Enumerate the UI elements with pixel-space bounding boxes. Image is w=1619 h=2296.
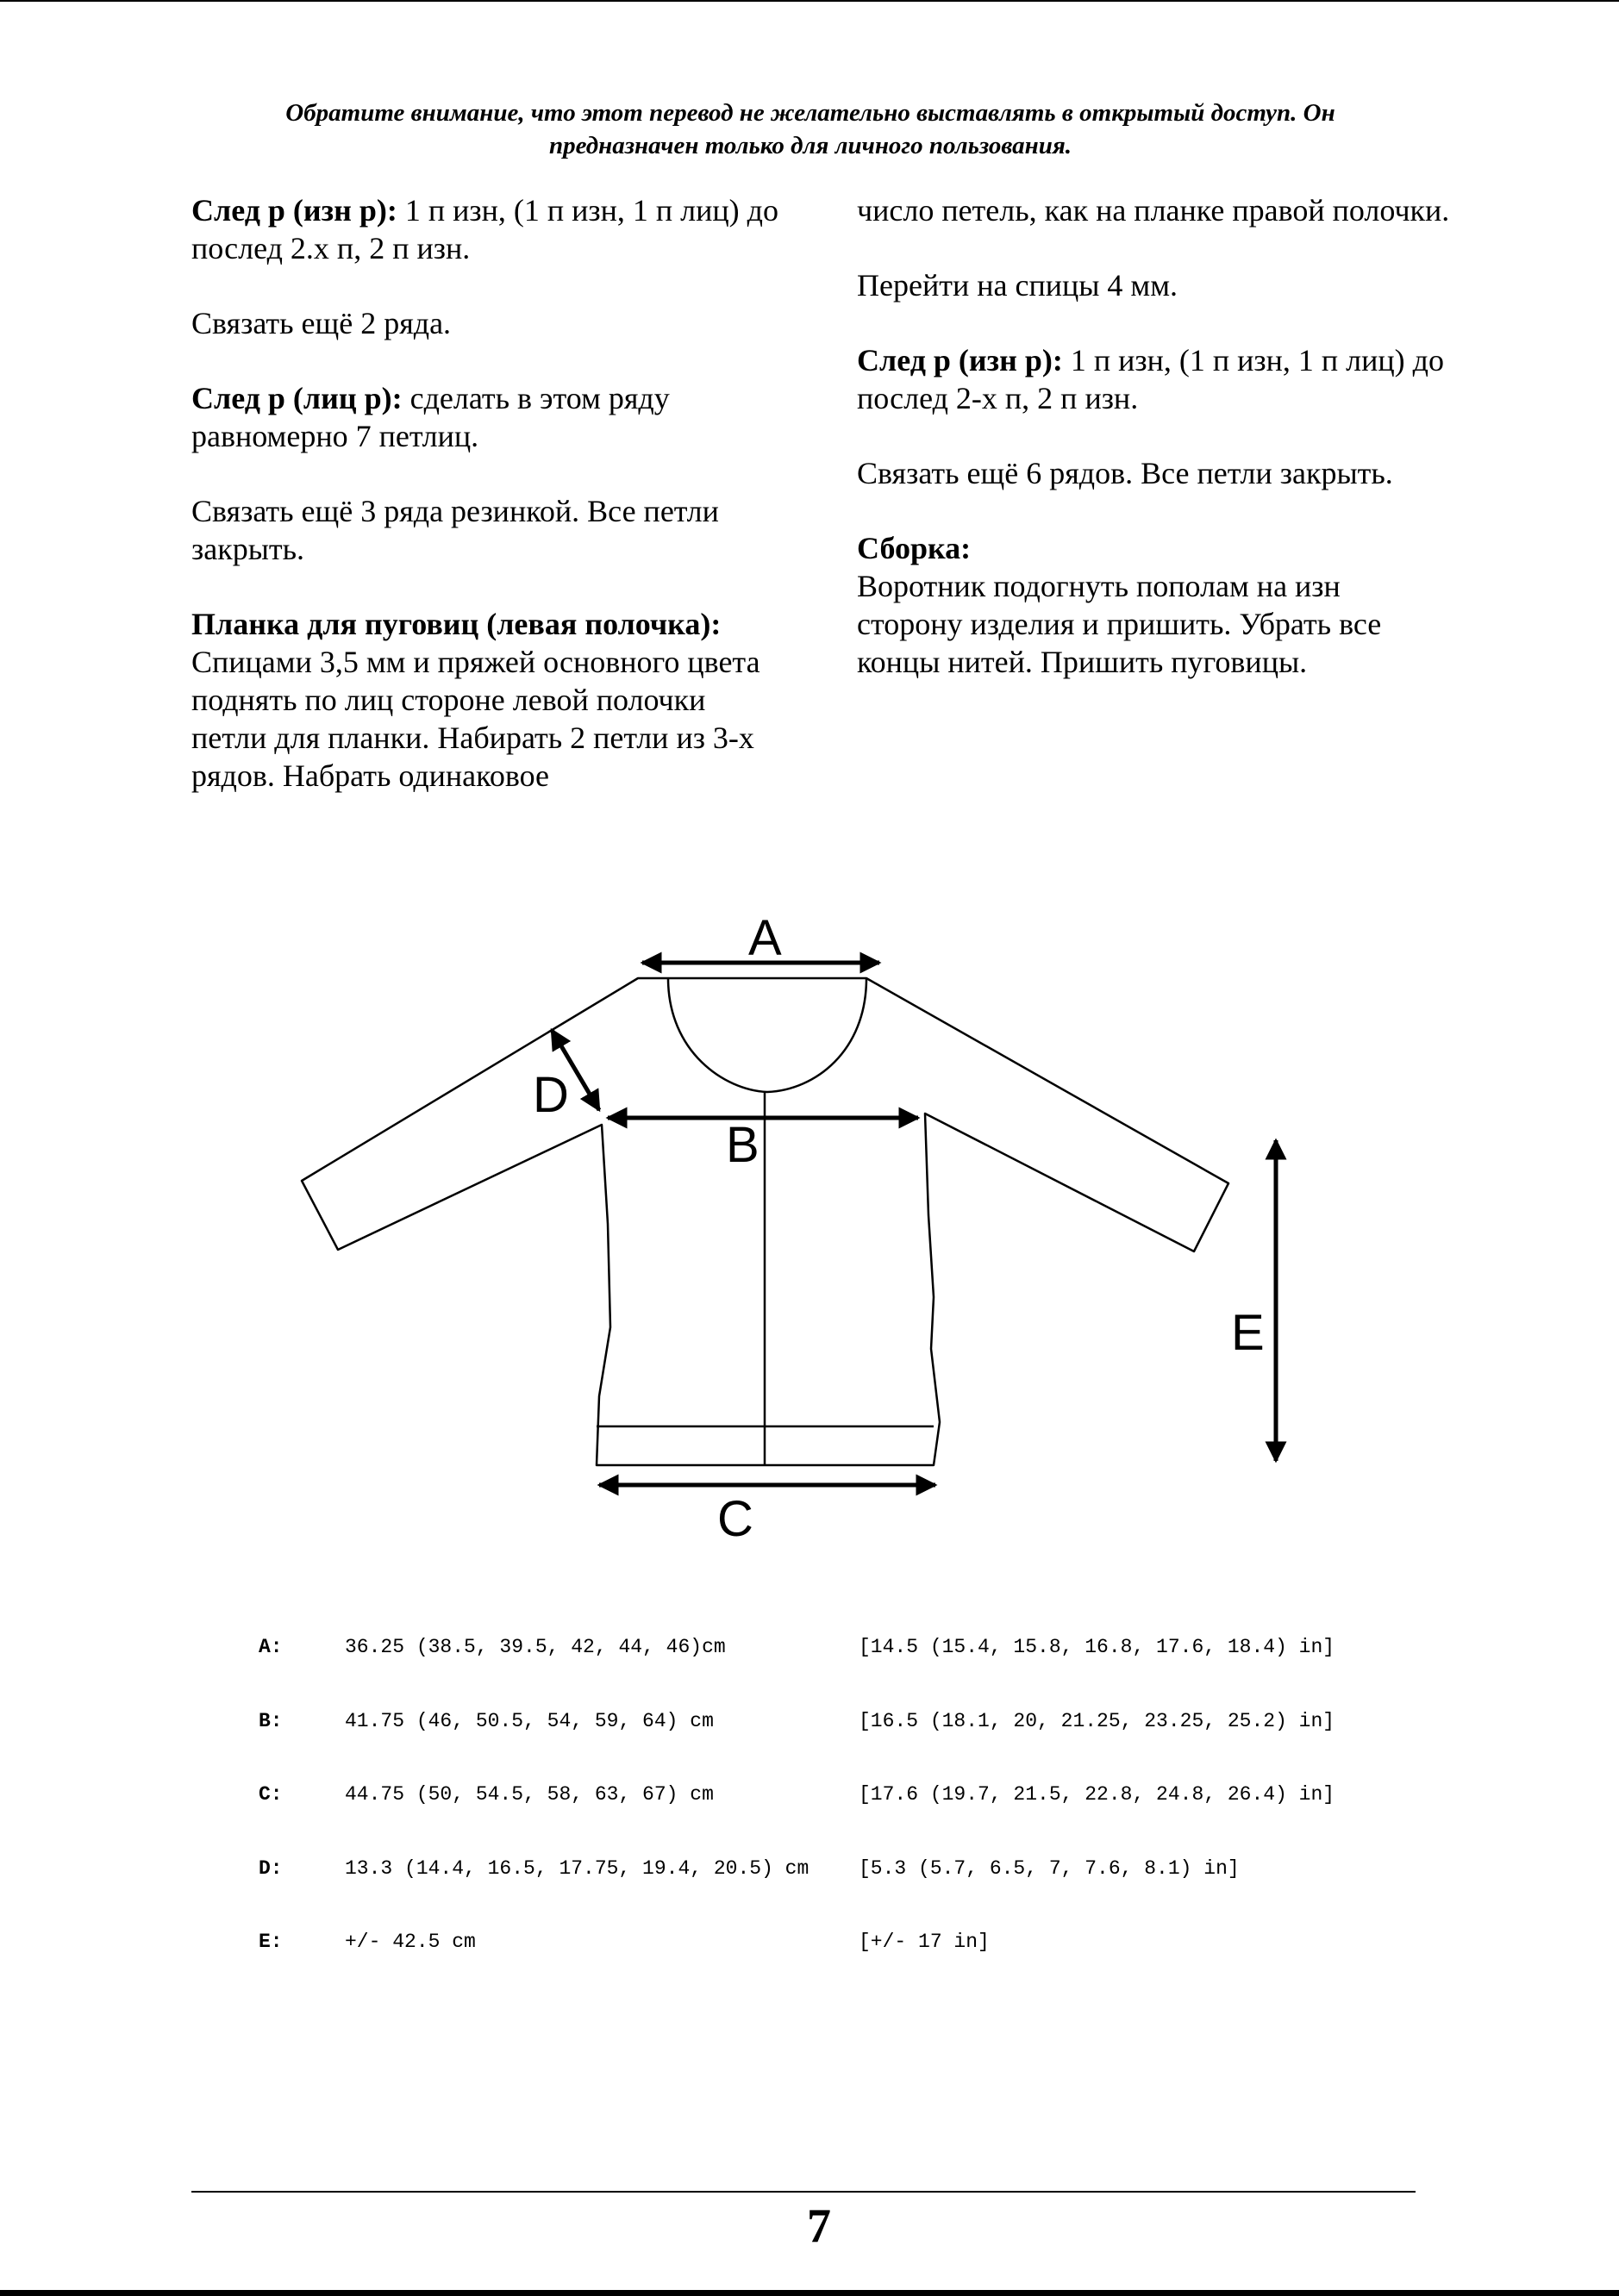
row-heading: След р (изн р): — [191, 193, 397, 228]
top-border — [0, 0, 1619, 2]
left-column — [191, 191, 786, 795]
paragraph — [191, 605, 786, 795]
measurement-key: C: — [259, 1783, 283, 1806]
paragraph: Связать ещё 6 рядов. Все петли закрыть. — [857, 456, 1393, 490]
paragraph: Связать ещё 3 ряда резинкой. Все петли закрыть. — [191, 494, 719, 566]
bottom-border — [0, 2290, 1619, 2296]
measurement-cm: +/- 42.5 cm — [345, 1931, 476, 1953]
measurement-in: [17.6 (19.7, 21.5, 22.8, 24.8, 26.4) in] — [859, 1783, 1335, 1806]
paragraph-text: 1 п изн, (1 п изн, 1 п лиц) до послед 2.х п, 2 п изн. — [191, 193, 778, 265]
paragraph — [191, 379, 786, 455]
paragraph: число петель, как на планке правой полочки. — [857, 193, 1450, 228]
label-b: B — [726, 1117, 759, 1173]
notice-line-1: Обратите внимание, что этот перевод не желательно выставлять в открытый доступ. Он — [285, 99, 1335, 127]
label-c: C — [717, 1491, 753, 1547]
measurement-row — [259, 1856, 1240, 1881]
paragraph-text: Воротник подогнуть пополам на изн сторону изделия и пришить. Убрать все концы нитей. Пришить пуговицы. — [857, 569, 1382, 679]
measurement-in: [14.5 (15.4, 15.8, 16.8, 17.6, 18.4) in] — [859, 1636, 1335, 1658]
measurement-key: D: — [259, 1856, 283, 1880]
measurements-table — [259, 1586, 1335, 1979]
measurement-labels — [533, 910, 1265, 1547]
measurement-in: [+/- 17 in] — [859, 1931, 990, 1953]
measurement-cm: 41.75 (46, 50.5, 54, 59, 64) cm — [345, 1709, 714, 1732]
paragraph-text: Спицами 3,5 мм и пряжей основного цвета поднять по лиц стороне левой полочки петли для планки. Набирать 2 петли из 3-х рядов. Набрать одинаковое — [191, 645, 760, 793]
measurement-row — [259, 1782, 1335, 1807]
footer-rule — [191, 2191, 1416, 2193]
measurement-row — [259, 1709, 1335, 1734]
schematic-diagram — [284, 896, 1362, 1556]
paragraph — [857, 529, 1452, 681]
measurement-in: [5.3 (5.7, 6.5, 7, 7.6, 8.1) in] — [859, 1856, 1240, 1880]
row-heading: След р (лиц р): — [191, 381, 403, 415]
label-d: D — [533, 1067, 569, 1123]
paragraph — [857, 341, 1452, 417]
right-column — [857, 191, 1452, 681]
section-heading: Планка для пуговиц (левая полочка): — [191, 607, 722, 641]
notice-line-2: предназначен только для личного пользования. — [548, 132, 1072, 159]
paragraph — [191, 191, 786, 267]
paragraph-text: сделать в этом ряду равномерно 7 петлиц. — [191, 381, 670, 453]
section-heading: Сборка: — [857, 531, 972, 565]
paragraph: Перейти на спицы 4 мм. — [857, 268, 1178, 303]
sweater-outline — [302, 978, 1228, 1465]
measurement-arrows — [552, 963, 1276, 1485]
paragraph: Связать ещё 2 ряда. — [191, 306, 452, 340]
measurement-key: E: — [259, 1931, 283, 1953]
label-a: A — [748, 910, 782, 966]
measurement-row — [259, 1635, 1335, 1660]
measurement-cm: 13.3 (14.4, 16.5, 17.75, 19.4, 20.5) cm — [345, 1856, 810, 1880]
neckline — [668, 978, 866, 1092]
row-heading: След р (изн р): — [857, 343, 1063, 377]
measurement-in: [16.5 (18.1, 20, 21.25, 23.25, 25.2) in] — [859, 1709, 1335, 1732]
measurement-cm: 44.75 (50, 54.5, 58, 63, 67) cm — [345, 1783, 714, 1806]
measurement-key: B: — [259, 1709, 283, 1732]
label-e: E — [1231, 1305, 1265, 1361]
copyright-notice — [155, 97, 1466, 162]
paragraph-text: 1 п изн, (1 п изн, 1 п лиц) до послед 2-х п, 2 п изн. — [857, 343, 1444, 415]
measurement-row — [259, 1930, 990, 1955]
page-number: 7 — [807, 2199, 831, 2253]
measurement-key: A: — [259, 1636, 283, 1658]
measurement-cm: 36.25 (38.5, 39.5, 42, 44, 46)cm — [345, 1636, 726, 1658]
